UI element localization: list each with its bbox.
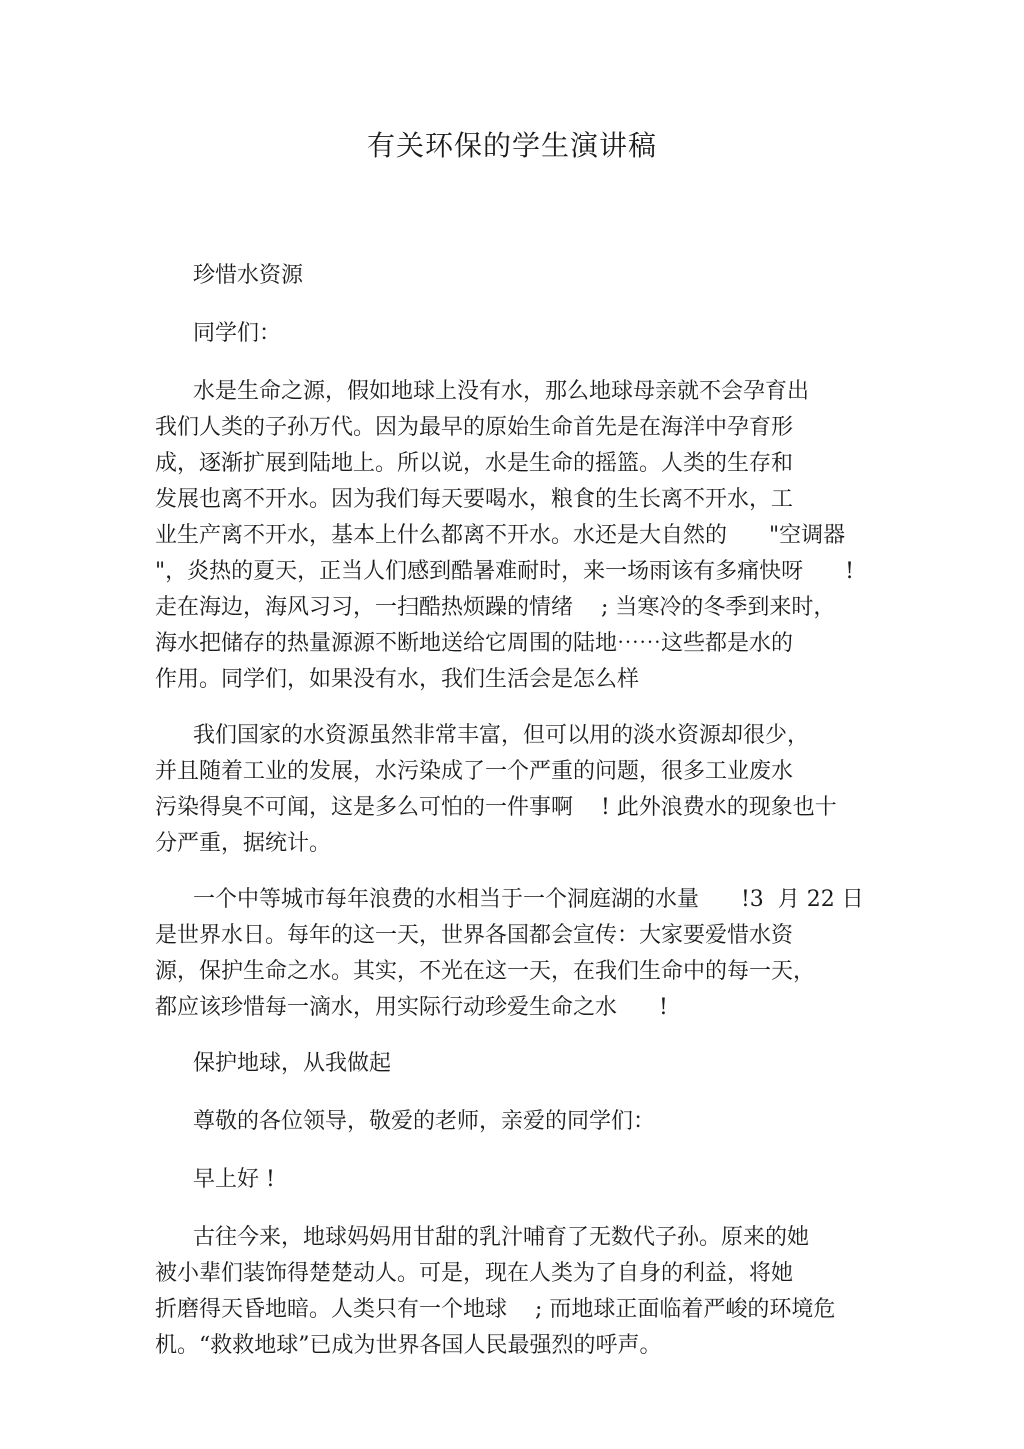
paragraph-line: 分严重，据统计。	[155, 831, 332, 856]
document-title: 有关环保的学生演讲稿	[366, 129, 657, 162]
paragraph-line: 源，保护生命之水。其实，不光在这一天，在我们生命中的每一天，	[155, 959, 816, 984]
paragraph-line: 并且随着工业的发展，水污染成了一个严重的问题，很多工业废水	[155, 759, 794, 784]
paragraph-line: 机。“救救地球”已成为世界各国人民最强烈的呼声。	[155, 1333, 662, 1358]
paragraph-line: 都应该珍惜每一滴水，用实际行动珍爱生命之水 !	[155, 995, 668, 1020]
paragraph-water-resources	[155, 718, 885, 862]
paragraph-line: 成，逐渐扩展到陆地上。所以说，水是生命的摇篮。人类的生存和	[155, 451, 794, 476]
salutation-students: 同学们：	[193, 321, 282, 346]
paragraph-line: 被小辈们装饰得楚楚动人。可是，现在人类为了自身的利益，将她	[155, 1261, 794, 1286]
paragraph-line: 业生产离不开水，基本上什么都离不开水。水还是大自然的 "空调器	[155, 523, 846, 548]
paragraph-line: 海水把储存的热量源源不断地送给它周围的陆地⋯⋯这些都是水的	[155, 631, 794, 656]
paragraph-line: 折磨得天昏地暗。人类只有一个地球 ; 而地球正面临着严峻的环境危	[155, 1297, 836, 1322]
paragraph-line: 是世界水日。每年的这一天，世界各国都会宣传：大家要爱惜水资	[155, 923, 794, 948]
greeting-good-morning: 早上好 !	[193, 1167, 275, 1192]
paragraph-water-day	[155, 882, 885, 1026]
paragraph-line: "，炎热的夏天，正当人们感到酷暑难耐时，来一场雨该有多痛快呀 !	[155, 559, 854, 584]
paragraph-line: 一个中等城市每年浪费的水相当于一个洞庭湖的水量 !3 月 22 日	[193, 887, 864, 912]
paragraph-line: 古往今来，地球妈妈用甘甜的乳汁哺育了无数代子孙。原来的她	[193, 1225, 810, 1250]
paragraph-line: 我们人类的子孙万代。因为最早的原始生命首先是在海洋中孕育形	[155, 415, 794, 440]
document-body	[155, 258, 885, 1384]
section-heading-water: 珍惜水资源	[193, 263, 304, 288]
paragraph-line: 作用。同学们，如果没有水，我们生活会是怎么样	[155, 667, 640, 692]
paragraph-line: 走在海边，海风习习，一扫酷热烦躁的情绪 ; 当寒冷的冬季到来时，	[155, 595, 836, 620]
section-heading-earth: 保护地球，从我做起	[193, 1051, 392, 1076]
paragraph-water-life	[155, 374, 885, 698]
paragraph-line: 我们国家的水资源虽然非常丰富，但可以用的淡水资源却很少，	[193, 723, 810, 748]
paragraph-save-earth	[155, 1220, 885, 1364]
paragraph-line: 污染得臭不可闻，这是多么可怕的一件事啊 ! 此外浪费水的现象也十	[155, 795, 837, 820]
salutation-leaders: 尊敬的各位领导，敬爱的老师，亲爱的同学们：	[193, 1109, 656, 1134]
paragraph-line: 发展也离不开水。因为我们每天要喝水，粮食的生长离不开水，工	[155, 487, 794, 512]
paragraph-line: 水是生命之源，假如地球上没有水，那么地球母亲就不会孕育出	[193, 379, 810, 404]
